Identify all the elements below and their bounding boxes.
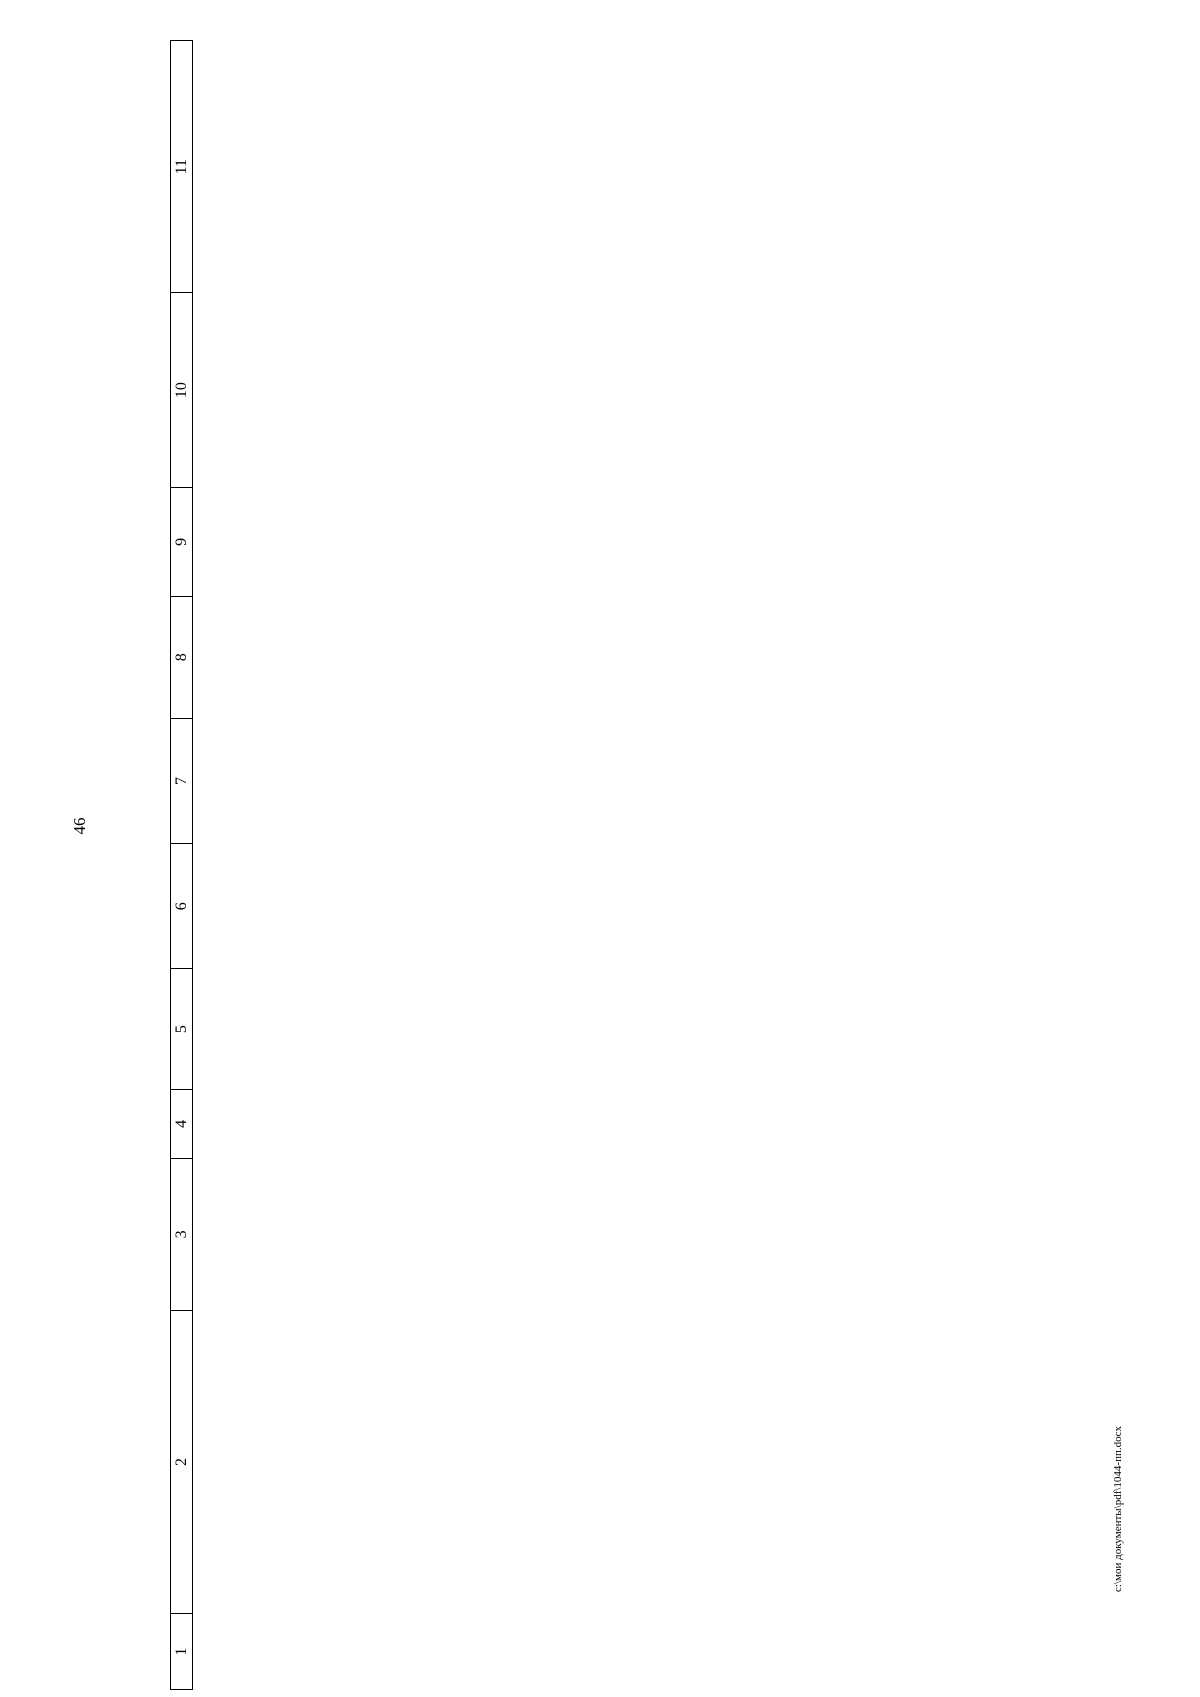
col-header-5: 5 (171, 969, 193, 1089)
col-header-8: 8 (171, 596, 193, 718)
rotated-table-container (170, 40, 1190, 1690)
col-header-11: 11 (171, 41, 193, 293)
col-header-9: 9 (171, 487, 193, 596)
page-number: 46 (70, 817, 89, 835)
col-header-4: 4 (171, 1089, 193, 1158)
col-header-6: 6 (171, 844, 193, 969)
col-header-3: 3 (171, 1159, 193, 1311)
col-header-10: 10 (171, 293, 193, 488)
col-header-7: 7 (171, 718, 193, 843)
header-row (171, 41, 193, 1690)
col-header-2: 2 (171, 1310, 193, 1613)
col-header-1: 1 (171, 1614, 193, 1690)
budget-table (170, 40, 193, 1690)
footer-file-path: c:\мои документы\pdf\1044-пп.docx (1112, 1425, 1124, 1592)
